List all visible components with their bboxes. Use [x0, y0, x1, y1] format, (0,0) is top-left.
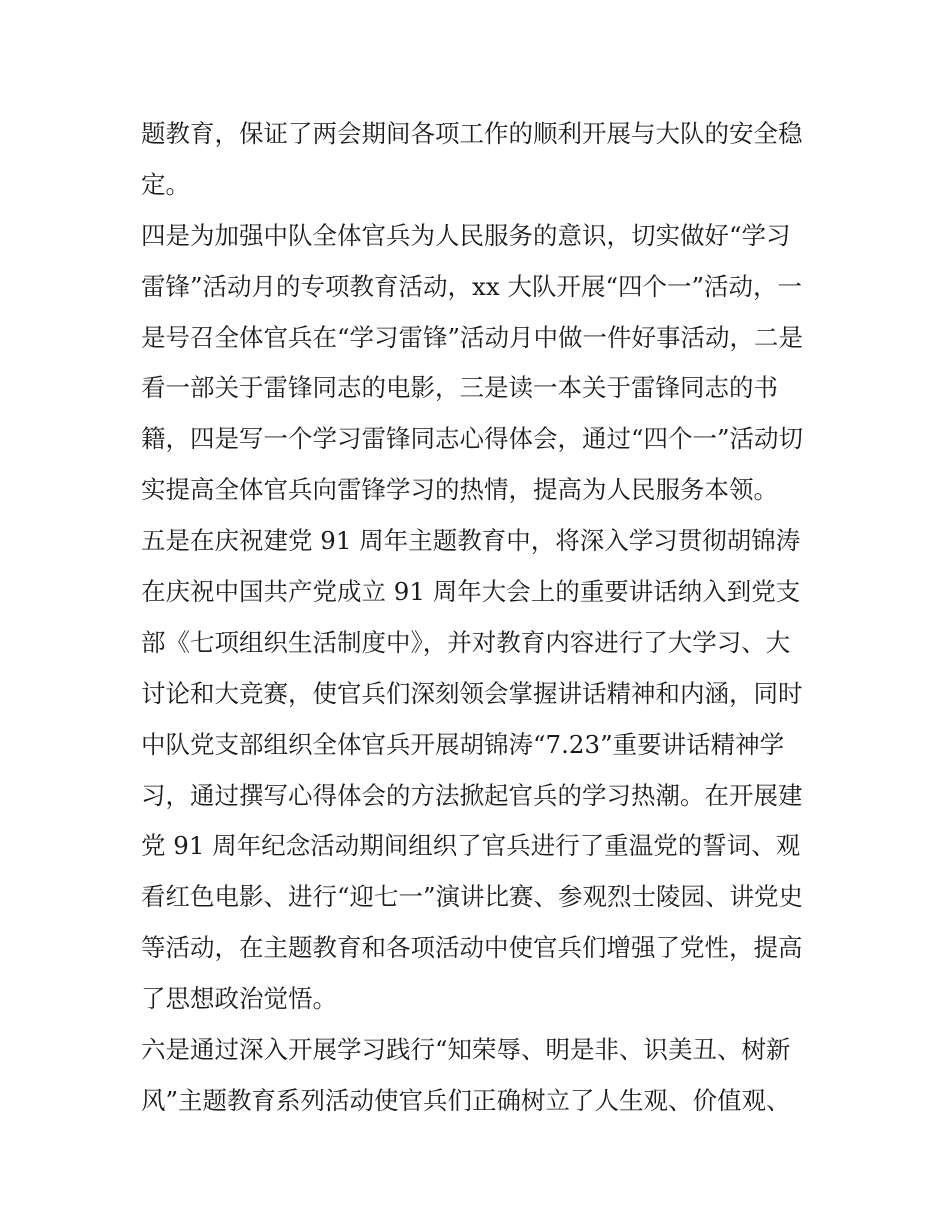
text-line: 部《七项组织生活制度中》，并对教育内容进行了大学习、大 — [141, 627, 791, 657]
text-line: 四是为加强中队全体官兵为人民服务的意识，切实做好“学习 — [141, 220, 791, 250]
text-line: 实提高全体官兵向雷锋学习的热情，提高为人民服务本领。 — [141, 475, 778, 505]
text-line: 党 91 周年纪念活动期间组织了官兵进行了重温党的誓词、观 — [141, 831, 801, 861]
text-line: 是号召全体官兵在“学习雷锋”活动月中做一件好事活动，二是 — [141, 322, 804, 352]
text-line: 题教育，保证了两会期间各项工作的顺利开展与大队的安全稳 — [141, 119, 803, 148]
text-line: 定。 — [141, 169, 190, 199]
text-line: 等活动，在主题教育和各项活动中使官兵们增强了党性，提高 — [141, 933, 803, 963]
text-line: 看红色电影、进行“迎七一”演讲比赛、参观烈士陵园、讲党史 — [141, 882, 804, 912]
text-line: 籍，四是写一个学习雷锋同志心得体会，通过“四个一”活动切 — [141, 424, 804, 454]
text-line: 五是在庆祝建党 91 周年主题教育中，将深入学习贯彻胡锦涛 — [141, 526, 801, 556]
text-line: 在庆祝中国共产党成立 91 周年大会上的重要讲话纳入到党支 — [141, 577, 801, 607]
body-text — [141, 109, 813, 1127]
text-line: 习，通过撰写心得体会的方法掀起官兵的学习热潮。在开展建 — [141, 780, 803, 810]
text-line: 风”主题教育系列活动使官兵们正确树立了人生观、价值观、 — [141, 1085, 791, 1115]
text-line: 中队党支部组织全体官兵开展胡锦涛“7.23”重要讲话精神学 — [141, 729, 785, 759]
text-line: 雷锋”活动月的专项教育活动，xx 大队开展“四个一”活动，一 — [141, 271, 802, 301]
text-line: 看一部关于雷锋同志的电影，三是读一本关于雷锋同志的书 — [141, 373, 778, 403]
text-line: 六是通过深入开展学习践行“知荣辱、明是非、识美丑、树新 — [141, 1035, 791, 1065]
text-line: 讨论和大竞赛，使官兵们深刻领会掌握讲话精神和内涵，同时 — [141, 678, 803, 708]
text-line: 了思想政治觉悟。 — [141, 984, 337, 1014]
